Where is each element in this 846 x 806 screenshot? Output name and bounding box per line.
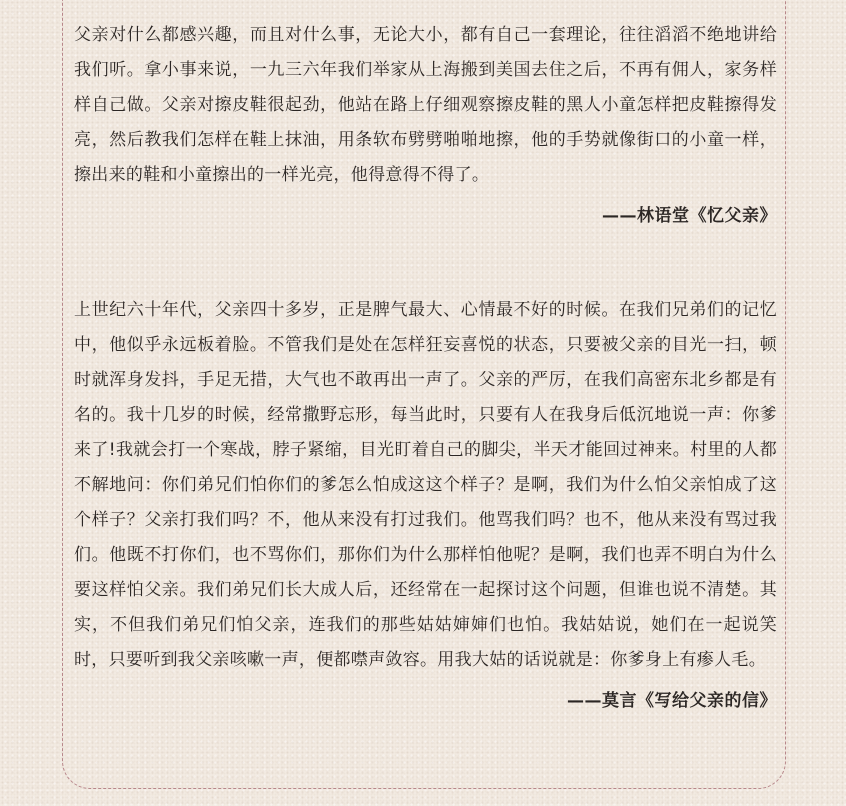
quote-block-lin-yutang — [74, 18, 777, 226]
quote-attribution: ——莫言《写给父亲的信》 — [567, 691, 777, 711]
quote-block-mo-yan — [74, 293, 777, 711]
quote-paragraph: 父亲对什么都感兴趣，而且对什么事，无论大小，都有自己一套理论，往往滔滔不绝地讲给我们听。拿小事来说，一九三六年我们举家从上海搬到美国去住之后，不再有佣人，家务样样自己做。父亲对擦皮鞋很起劲，他站在路上仔细观察擦皮鞋的黑人小童怎样把皮鞋擦得发亮，然后教我们怎样在鞋上抹油，用条软布劈劈啪啪地擦，他的手势就像街口的小童一样，擦出来的鞋和小童擦出的一样光亮，他得意得不得了。 — [74, 25, 777, 185]
quote-attribution: ——林语堂《忆父亲》 — [602, 206, 777, 226]
quote-paragraph: 上世纪六十年代，父亲四十多岁，正是脾气最大、心情最不好的时候。在我们兄弟们的记忆中，他似乎永远板着脸。不管我们是处在怎样狂妄喜悦的状态，只要被父亲的目光一扫，顿时就浑身发抖，手足无措，大气也不敢再出一声了。父亲的严厉，在我们高密东北乡都是有名的。我十几岁的时候，经常撒野忘形，每当此时，只要有人在我身后低沉地说一声：你爹来了!我就会打一个寒战，脖子紧缩，目光盯着自己的脚尖，半天才能回过神来。村里的人都不解地问：你们弟兄们怕你们的爹怎么怕成这这个样子？是啊，我们为什么怕父亲怕成了这个样子？父亲打我们吗？不，他从来没有打过我们。他骂我们吗？也不，他从来没有骂过我们。他既不打你们，也不骂你们，那你们为什么那样怕他呢？是啊，我们也弄不明白为什么要这样怕父亲。我们弟兄们长大成人后，还经常在一起探讨这个问题，但谁也说不清楚。其实，不但我们弟兄们怕父亲，连我们的那些姑姑婶婶们也怕。我姑姑说，她们在一起说笑时，只要听到我父亲咳嗽一声，便都噤声敛容。用我大姑的话说就是：你爹身上有瘆人毛。 — [74, 300, 777, 670]
